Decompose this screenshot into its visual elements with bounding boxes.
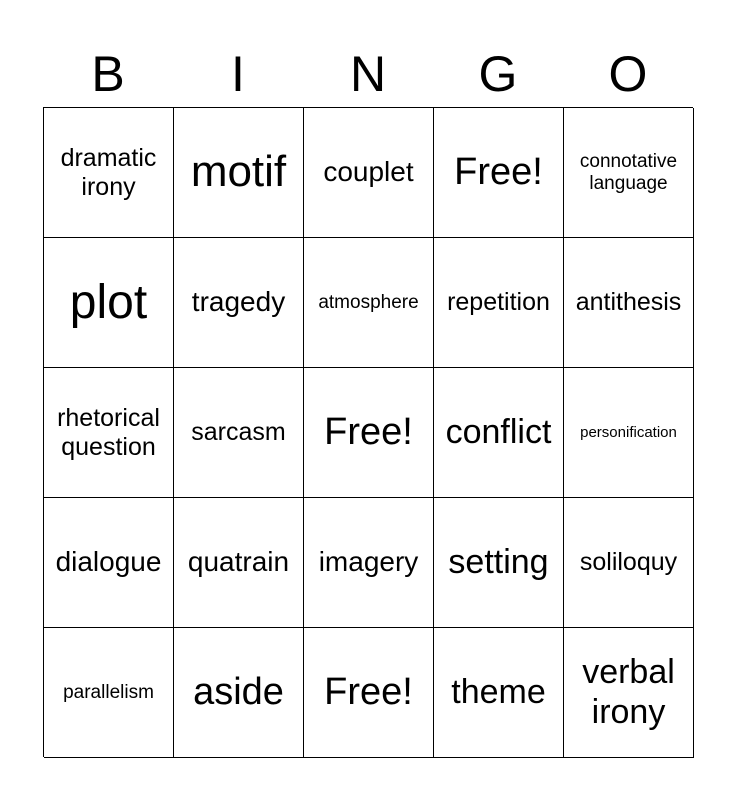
cell-label: dramatic irony bbox=[60, 143, 157, 201]
bingo-cell[interactable] bbox=[564, 238, 694, 368]
header-letter-i: I bbox=[231, 46, 245, 102]
cell-label: repetition bbox=[447, 288, 550, 317]
free-cell[interactable] bbox=[304, 368, 434, 498]
cell-label: personification bbox=[580, 423, 677, 441]
bingo-cell[interactable] bbox=[174, 368, 304, 498]
bingo-cell[interactable] bbox=[564, 498, 694, 628]
header-letter-g: G bbox=[478, 46, 518, 102]
cell-label: parallelism bbox=[63, 681, 154, 703]
cell-label: rhetorical question bbox=[57, 403, 160, 461]
free-cell[interactable] bbox=[304, 628, 434, 758]
cell-label: conflict bbox=[445, 412, 552, 451]
bingo-cell[interactable] bbox=[44, 498, 174, 628]
cell-label: setting bbox=[448, 542, 549, 581]
cell-label: connotative language bbox=[579, 150, 678, 194]
cell-label: verbal irony bbox=[582, 653, 675, 731]
bingo-cell[interactable] bbox=[304, 238, 434, 368]
header-letter-n: N bbox=[349, 46, 387, 102]
bingo-cell[interactable] bbox=[44, 628, 174, 758]
cell-label: antithesis bbox=[575, 288, 682, 317]
bingo-cell[interactable] bbox=[564, 108, 694, 238]
bingo-cell[interactable] bbox=[174, 238, 304, 368]
cell-label: plot bbox=[69, 275, 148, 329]
bingo-cell[interactable] bbox=[44, 238, 174, 368]
bingo-cell[interactable] bbox=[174, 498, 304, 628]
bingo-cell[interactable] bbox=[304, 498, 434, 628]
bingo-cell[interactable] bbox=[304, 108, 434, 238]
cell-label: soliloquy bbox=[579, 548, 678, 577]
bingo-cell[interactable] bbox=[174, 108, 304, 238]
bingo-cell[interactable] bbox=[434, 368, 564, 498]
cell-label: Free! bbox=[324, 410, 413, 453]
cell-label: quatrain bbox=[187, 546, 290, 578]
cell-label: imagery bbox=[318, 546, 419, 578]
cell-label: aside bbox=[193, 670, 284, 713]
bingo-cell[interactable] bbox=[434, 628, 564, 758]
cell-label: sarcasm bbox=[191, 418, 286, 447]
bingo-cell[interactable] bbox=[44, 108, 174, 238]
cell-label: Free! bbox=[324, 670, 413, 713]
cell-label: motif bbox=[190, 147, 287, 197]
bingo-board bbox=[43, 107, 693, 757]
cell-label: dialogue bbox=[55, 546, 162, 578]
cell-label: tragedy bbox=[191, 286, 286, 318]
header-letter-b: B bbox=[91, 46, 125, 102]
bingo-header bbox=[43, 40, 693, 108]
bingo-cell[interactable] bbox=[434, 498, 564, 628]
bingo-cell[interactable] bbox=[564, 368, 694, 498]
bingo-cell[interactable] bbox=[564, 628, 694, 758]
bingo-cell[interactable] bbox=[44, 368, 174, 498]
free-cell[interactable] bbox=[434, 108, 564, 238]
cell-label: Free! bbox=[454, 150, 543, 193]
cell-label: atmosphere bbox=[318, 291, 419, 313]
cell-label: theme bbox=[451, 672, 546, 711]
cell-label: couplet bbox=[323, 156, 414, 188]
bingo-cell[interactable] bbox=[434, 238, 564, 368]
bingo-cell[interactable] bbox=[174, 628, 304, 758]
header-letter-o: O bbox=[608, 46, 648, 102]
